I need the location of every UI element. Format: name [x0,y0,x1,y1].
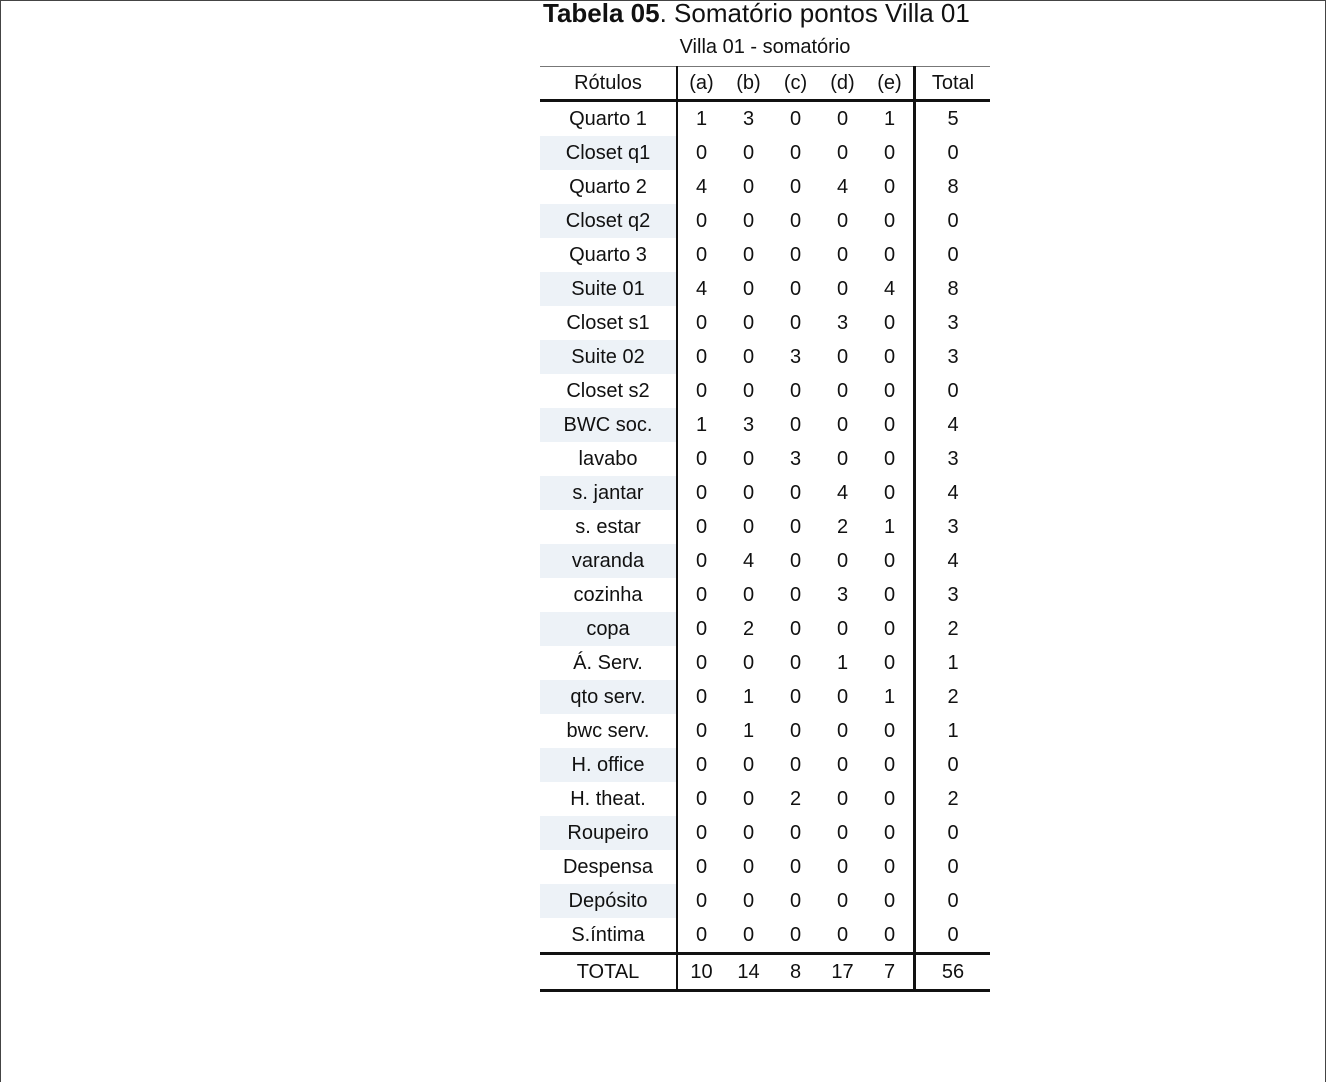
cell-e: 0 [883,924,896,946]
cell-c: 0 [789,176,802,198]
row-label: Closet s2 [540,374,677,408]
table-row [540,782,990,816]
cell-c: 0 [789,924,802,946]
row-label: varanda [540,544,677,578]
cell-b: 0 [742,516,755,538]
cell-c: 0 [789,516,802,538]
cell-a: 0 [695,924,708,946]
grand-total: 56 [915,954,991,991]
table-row [540,476,990,510]
cell-e: 0 [883,856,896,878]
cell-e: 0 [883,890,896,912]
table-row [540,918,990,954]
cell-a: 0 [695,584,708,606]
table-row [540,680,990,714]
cell-c: 0 [789,380,802,402]
cell-e: 0 [883,754,896,776]
points-table [540,66,990,992]
row-total: 2 [915,680,991,714]
cell-d: 0 [836,686,849,708]
row-label: S.íntima [540,918,677,954]
table-row [540,101,990,137]
row-total: 3 [915,510,991,544]
table-row [540,578,990,612]
caption-text: . Somatório pontos Villa 01 [659,0,970,28]
cell-a: 1 [695,108,708,130]
row-label: BWC soc. [540,408,677,442]
table-row [540,170,990,204]
cell-c: 0 [789,822,802,844]
cell-b: 0 [742,244,755,266]
row-label: bwc serv. [540,714,677,748]
cell-e: 0 [883,822,896,844]
cell-e: 0 [883,584,896,606]
row-total: 1 [915,714,991,748]
cell-e: 0 [883,380,896,402]
cell-e: 1 [883,108,896,130]
table-body [540,101,990,954]
cell-b: 0 [742,788,755,810]
cell-b: 0 [742,142,755,164]
table-row [540,612,990,646]
cell-e: 4 [883,278,896,300]
cell-e: 0 [883,482,896,504]
cell-b: 0 [742,822,755,844]
header-e: (e) [866,67,915,101]
cell-c: 0 [789,482,802,504]
row-label: s. jantar [540,476,677,510]
row-total: 3 [915,340,991,374]
cell-c: 0 [789,856,802,878]
cell-a: 0 [695,550,708,572]
cell-b: 0 [742,924,755,946]
row-label: Suite 01 [540,272,677,306]
table-subtitle: Villa 01 - somatório [679,36,851,58]
cell-d: 4 [836,176,849,198]
cell-d: 0 [836,244,849,266]
cell-d: 3 [836,312,849,334]
cell-d: 0 [836,550,849,572]
cell-b: 1 [742,686,755,708]
row-total: 1 [915,646,991,680]
row-label: lavabo [540,442,677,476]
row-total: 0 [915,204,991,238]
cell-e: 1 [883,686,896,708]
cell-d: 0 [836,346,849,368]
cell-a: 1 [695,414,708,436]
cell-a: 0 [695,686,708,708]
cell-d: 1 [836,652,849,674]
total-label: TOTAL [540,954,677,991]
cell-a: 0 [695,142,708,164]
table-row [540,646,990,680]
header-row [540,67,990,101]
table-row [540,850,990,884]
row-total: 8 [915,272,991,306]
row-total: 4 [915,544,991,578]
cell-d: 0 [836,108,849,130]
row-label: H. office [540,748,677,782]
total-row [540,954,990,991]
row-label: Suite 02 [540,340,677,374]
row-total: 5 [915,101,991,137]
table-row [540,544,990,578]
header-d: (d) [819,67,866,101]
row-label: copa [540,612,677,646]
cell-d: 0 [836,788,849,810]
row-label: Depósito [540,884,677,918]
cell-c: 0 [789,686,802,708]
row-total: 0 [915,884,991,918]
cell-d: 4 [836,482,849,504]
row-total: 0 [915,238,991,272]
row-total: 0 [915,850,991,884]
row-label: Á. Serv. [540,646,677,680]
cell-a: 0 [695,822,708,844]
cell-c: 2 [789,788,802,810]
cell-a: 0 [695,720,708,742]
row-label: Quarto 1 [540,101,677,137]
cell-a: 0 [695,482,708,504]
cell-a: 0 [695,754,708,776]
cell-a: 0 [695,652,708,674]
cell-d: 0 [836,414,849,436]
cell-a: 0 [695,788,708,810]
table-row [540,714,990,748]
total-e: 7 [866,954,915,991]
row-label: Roupeiro [540,816,677,850]
cell-b: 1 [742,720,755,742]
table-row [540,238,990,272]
cell-a: 0 [695,516,708,538]
cell-b: 0 [742,380,755,402]
row-label: qto serv. [540,680,677,714]
cell-b: 3 [742,108,755,130]
cell-c: 0 [789,890,802,912]
cell-d: 0 [836,278,849,300]
cell-b: 0 [742,754,755,776]
cell-d: 0 [836,448,849,470]
cell-d: 3 [836,584,849,606]
cell-c: 0 [789,652,802,674]
cell-a: 0 [695,380,708,402]
row-total: 0 [915,136,991,170]
cell-e: 0 [883,346,896,368]
cell-b: 0 [742,856,755,878]
table-row [540,816,990,850]
row-label: Closet q1 [540,136,677,170]
total-c: 8 [772,954,819,991]
row-label: s. estar [540,510,677,544]
cell-a: 0 [695,244,708,266]
row-label: Despensa [540,850,677,884]
row-total: 0 [915,816,991,850]
table-row [540,136,990,170]
cell-b: 2 [742,618,755,640]
cell-c: 3 [789,346,802,368]
row-total: 2 [915,612,991,646]
cell-b: 0 [742,312,755,334]
cell-c: 0 [789,108,802,130]
row-label: Quarto 3 [540,238,677,272]
cell-c: 0 [789,584,802,606]
table-row [540,884,990,918]
row-total: 0 [915,748,991,782]
cell-a: 0 [695,890,708,912]
row-label: H. theat. [540,782,677,816]
cell-c: 0 [789,278,802,300]
cell-b: 3 [742,414,755,436]
cell-e: 0 [883,448,896,470]
table-row [540,408,990,442]
row-label: Quarto 2 [540,170,677,204]
row-total: 4 [915,408,991,442]
cell-a: 0 [695,312,708,334]
header-a: (a) [677,67,725,101]
header-total: Total [915,67,991,101]
total-a: 10 [677,954,725,991]
cell-d: 0 [836,142,849,164]
cell-d: 0 [836,210,849,232]
table-row [540,442,990,476]
cell-e: 0 [883,550,896,572]
cell-c: 0 [789,414,802,436]
row-total: 2 [915,782,991,816]
cell-a: 0 [695,856,708,878]
cell-b: 0 [742,176,755,198]
cell-a: 0 [695,448,708,470]
cell-b: 4 [742,550,755,572]
table-row [540,272,990,306]
cell-c: 0 [789,142,802,164]
cell-e: 0 [883,244,896,266]
table-row [540,510,990,544]
cell-e: 0 [883,210,896,232]
cell-d: 0 [836,754,849,776]
cell-d: 0 [836,924,849,946]
cell-b: 0 [742,890,755,912]
cell-d: 2 [836,516,849,538]
cell-d: 0 [836,380,849,402]
total-d: 17 [819,954,866,991]
cell-b: 0 [742,210,755,232]
cell-e: 0 [883,176,896,198]
cell-e: 0 [883,142,896,164]
row-label: cozinha [540,578,677,612]
cell-e: 0 [883,788,896,810]
cell-c: 0 [789,618,802,640]
cell-d: 0 [836,890,849,912]
cell-b: 0 [742,652,755,674]
cell-c: 0 [789,312,802,334]
cell-a: 0 [695,618,708,640]
total-b: 14 [725,954,772,991]
cell-e: 0 [883,618,896,640]
row-label: Closet q2 [540,204,677,238]
row-total: 3 [915,306,991,340]
table-row [540,748,990,782]
table-row [540,204,990,238]
cell-a: 4 [695,278,708,300]
cell-e: 0 [883,312,896,334]
cell-c: 0 [789,244,802,266]
row-total: 3 [915,578,991,612]
cell-d: 0 [836,618,849,640]
row-label: Closet s1 [540,306,677,340]
cell-c: 3 [789,448,802,470]
table-caption [543,0,1043,30]
cell-b: 0 [742,448,755,470]
row-total: 0 [915,918,991,954]
cell-d: 0 [836,720,849,742]
cell-d: 0 [836,856,849,878]
row-total: 4 [915,476,991,510]
header-labels: Rótulos [540,67,677,101]
cell-a: 0 [695,210,708,232]
cell-c: 0 [789,720,802,742]
cell-d: 0 [836,822,849,844]
table-row [540,306,990,340]
cell-a: 0 [695,346,708,368]
cell-b: 0 [742,346,755,368]
row-total: 0 [915,374,991,408]
cell-c: 0 [789,754,802,776]
cell-e: 1 [883,516,896,538]
cell-e: 0 [883,414,896,436]
header-b: (b) [725,67,772,101]
cell-b: 0 [742,278,755,300]
row-total: 8 [915,170,991,204]
cell-a: 4 [695,176,708,198]
cell-c: 0 [789,550,802,572]
cell-c: 0 [789,210,802,232]
cell-e: 0 [883,720,896,742]
caption-number: Tabela 05 [543,0,660,28]
table-row [540,374,990,408]
cell-b: 0 [742,584,755,606]
row-total: 3 [915,442,991,476]
cell-e: 0 [883,652,896,674]
header-c: (c) [772,67,819,101]
cell-b: 0 [742,482,755,504]
table-row [540,340,990,374]
